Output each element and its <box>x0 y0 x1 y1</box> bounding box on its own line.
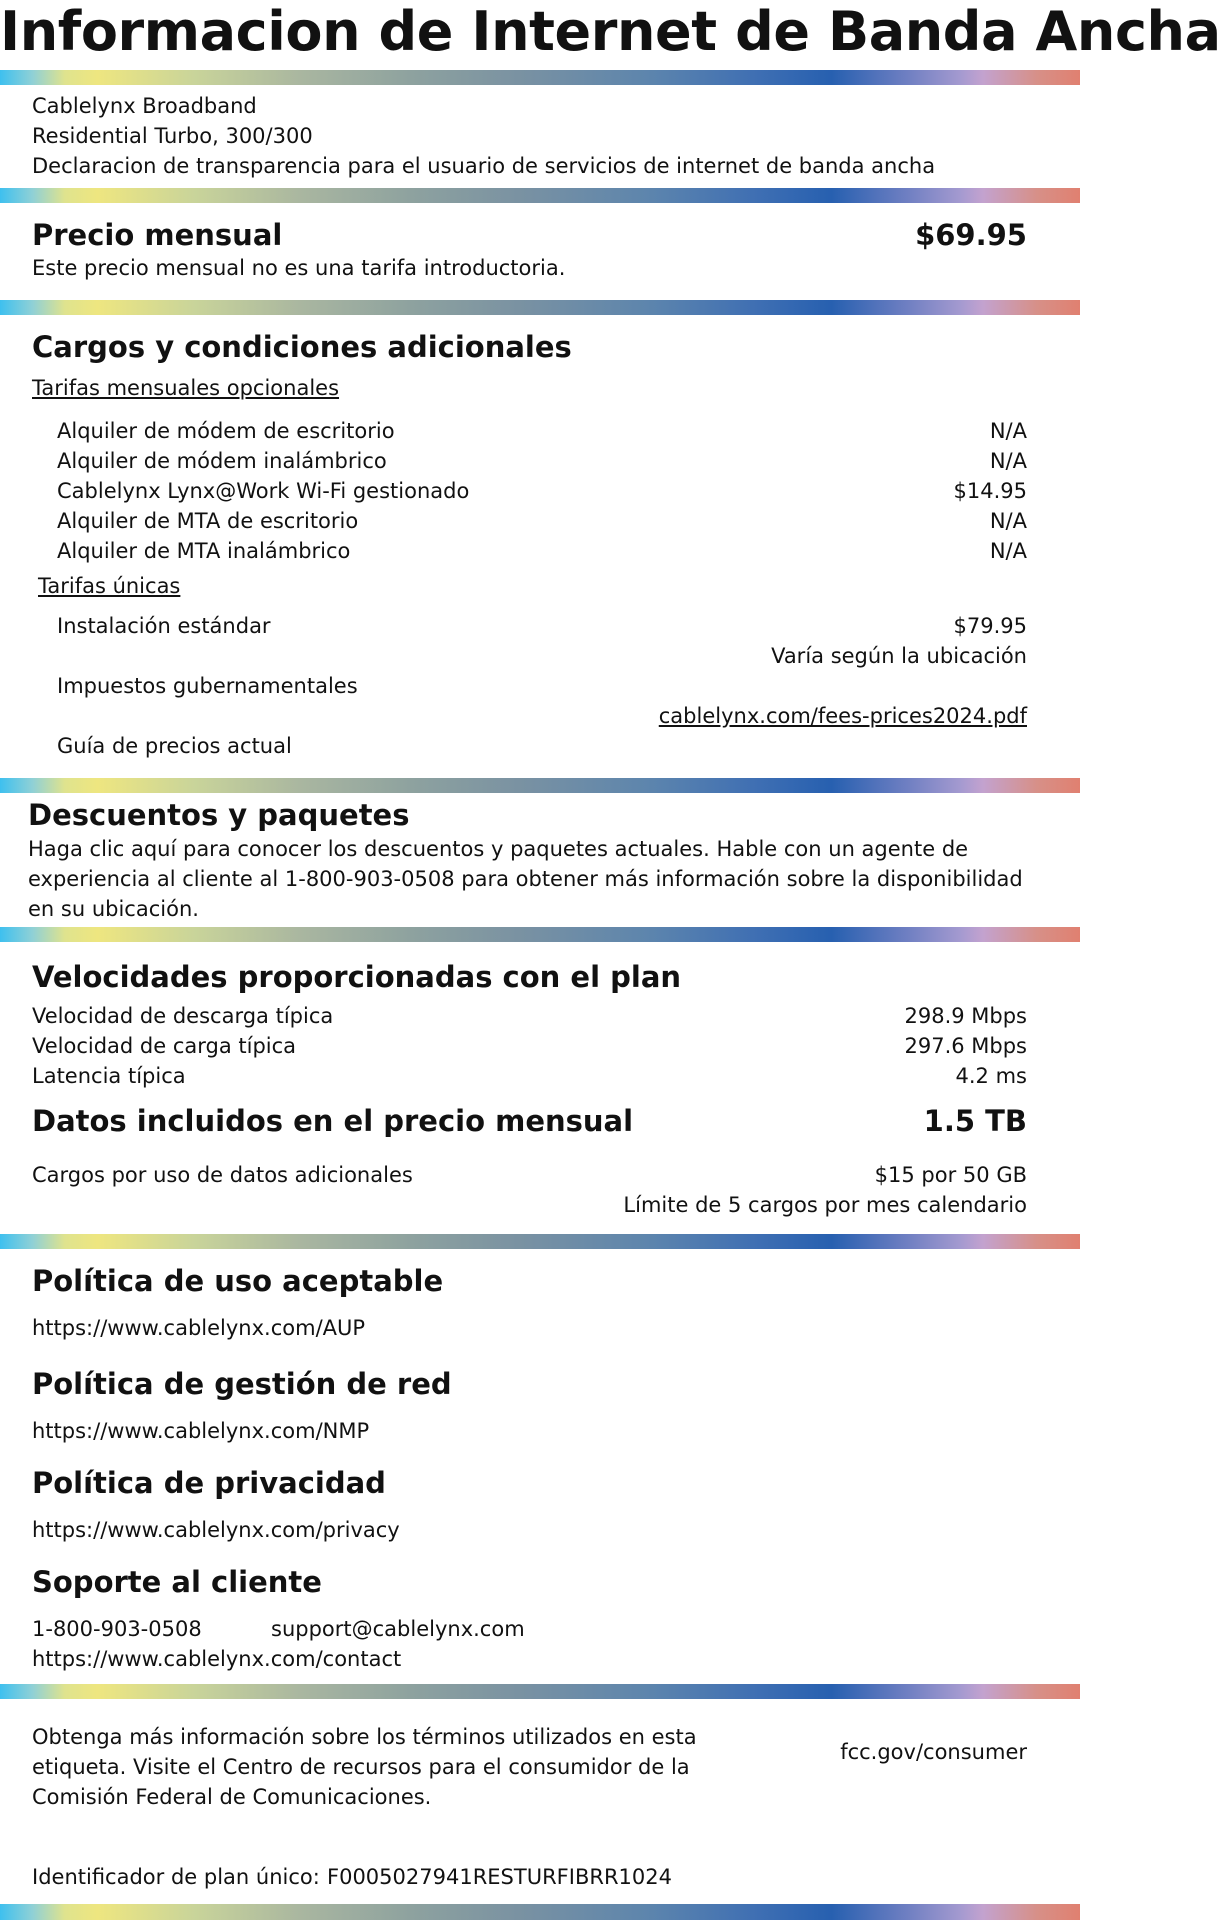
fee-label: Alquiler de MTA de escritorio <box>57 509 359 533</box>
data-included-heading: Datos incluidos en el precio mensual <box>32 1104 634 1138</box>
support-email[interactable]: support@cablelynx.com <box>271 1617 525 1641</box>
divider-bar <box>0 1904 1080 1920</box>
nmp-heading: Política de gestión de red <box>32 1367 452 1401</box>
monthly-fees-heading: Tarifas mensuales opcionales <box>32 376 340 400</box>
plan-id: F0005027941RESTURFIBRR1024 <box>327 1865 672 1889</box>
aup-link[interactable]: https://www.cablelynx.com/AUP <box>32 1316 366 1340</box>
taxes-value: Varía según la ubicación <box>771 644 1027 668</box>
price-guide-label: Guía de precios actual <box>57 734 292 758</box>
monthly-price-note: Este precio mensual no es una tarifa introductoria. <box>32 256 566 280</box>
support-phone[interactable]: 1-800-903-0508 <box>32 1617 202 1641</box>
nmp-link[interactable]: https://www.cablelynx.com/NMP <box>32 1419 370 1443</box>
price-guide-link[interactable]: cablelynx.com/fees-prices2024.pdf <box>658 704 1027 728</box>
support-heading: Soporte al cliente <box>32 1565 322 1599</box>
fee-label: Alquiler de módem de escritorio <box>57 419 395 443</box>
fee-value: N/A <box>989 419 1027 443</box>
speed-value: 298.9 Mbps <box>904 1004 1027 1028</box>
footer-text: Obtenga más información sobre los términos utilizados en esta etiqueta. Visite el Centro de recursos para el consumidor de la Comisión Federal de Comunicaciones. <box>32 1725 697 1809</box>
discounts-heading: Descuentos y paquetes <box>28 798 410 832</box>
fee-value: $14.95 <box>953 479 1027 503</box>
divider-bar <box>0 1234 1080 1249</box>
latency-value: 4.2 ms <box>955 1064 1027 1088</box>
plan-name: Residential Turbo, 300/300 <box>32 124 313 148</box>
install-value: $79.95 <box>953 614 1027 638</box>
discounts-text[interactable]: Haga clic aquí para conocer los descuentos y paquetes actuales. Hable con un agente de experiencia al cliente al 1-800-903-0508 para obtener más información sobre la disponibilidad en su ubicación. <box>28 837 1023 921</box>
data-included-value: 1.5 TB <box>923 1104 1027 1138</box>
provider-name: Cablelynx Broadband <box>32 94 257 118</box>
support-link[interactable]: https://www.cablelynx.com/contact <box>32 1647 402 1671</box>
fcc-link[interactable]: fcc.gov/consumer <box>840 1740 1027 1764</box>
speed-label: Velocidad de carga típica <box>32 1034 297 1058</box>
divider-bar <box>0 70 1080 85</box>
plan-id-label: Identificador de plan único: <box>32 1865 320 1889</box>
aup-heading: Política de uso aceptable <box>32 1264 444 1298</box>
privacy-link[interactable]: https://www.cablelynx.com/privacy <box>32 1518 400 1542</box>
divider-bar <box>0 300 1080 315</box>
divider-bar <box>0 1684 1080 1699</box>
divider-bar <box>0 778 1080 793</box>
monthly-price-value: $69.95 <box>915 218 1027 252</box>
divider-bar <box>0 188 1080 203</box>
speed-value: 297.6 Mbps <box>904 1034 1027 1058</box>
fee-value: N/A <box>989 509 1027 533</box>
fee-label: Alquiler de MTA inalámbrico <box>57 539 351 563</box>
fee-value: N/A <box>989 449 1027 473</box>
fee-label: Cablelynx Lynx@Work Wi-Fi gestionado <box>57 479 470 503</box>
install-label: Instalación estándar <box>57 614 271 638</box>
page-title: Informacion de Internet de Banda Ancha <box>0 0 1221 63</box>
fee-value: N/A <box>989 539 1027 563</box>
one-time-fees-heading: Tarifas únicas <box>38 574 181 598</box>
latency-label: Latencia típica <box>32 1064 186 1088</box>
extra-data-value: $15 por 50 GB <box>874 1163 1027 1187</box>
additional-charges-heading: Cargos y condiciones adicionales <box>32 330 572 364</box>
speeds-heading: Velocidades proporcionadas con el plan <box>32 960 682 994</box>
disclosure-text: Declaracion de transparencia para el usuario de servicios de internet de banda ancha <box>32 154 936 178</box>
fee-label: Alquiler de módem inalámbrico <box>57 449 387 473</box>
privacy-heading: Política de privacidad <box>32 1466 386 1500</box>
taxes-label: Impuestos gubernamentales <box>57 674 358 698</box>
divider-bar <box>0 927 1080 942</box>
monthly-price-label: Precio mensual <box>32 218 283 252</box>
speed-label: Velocidad de descarga típica <box>32 1004 334 1028</box>
extra-data-limit: Límite de 5 cargos por mes calendario <box>623 1193 1027 1217</box>
extra-data-label: Cargos por uso de datos adicionales <box>32 1163 413 1187</box>
